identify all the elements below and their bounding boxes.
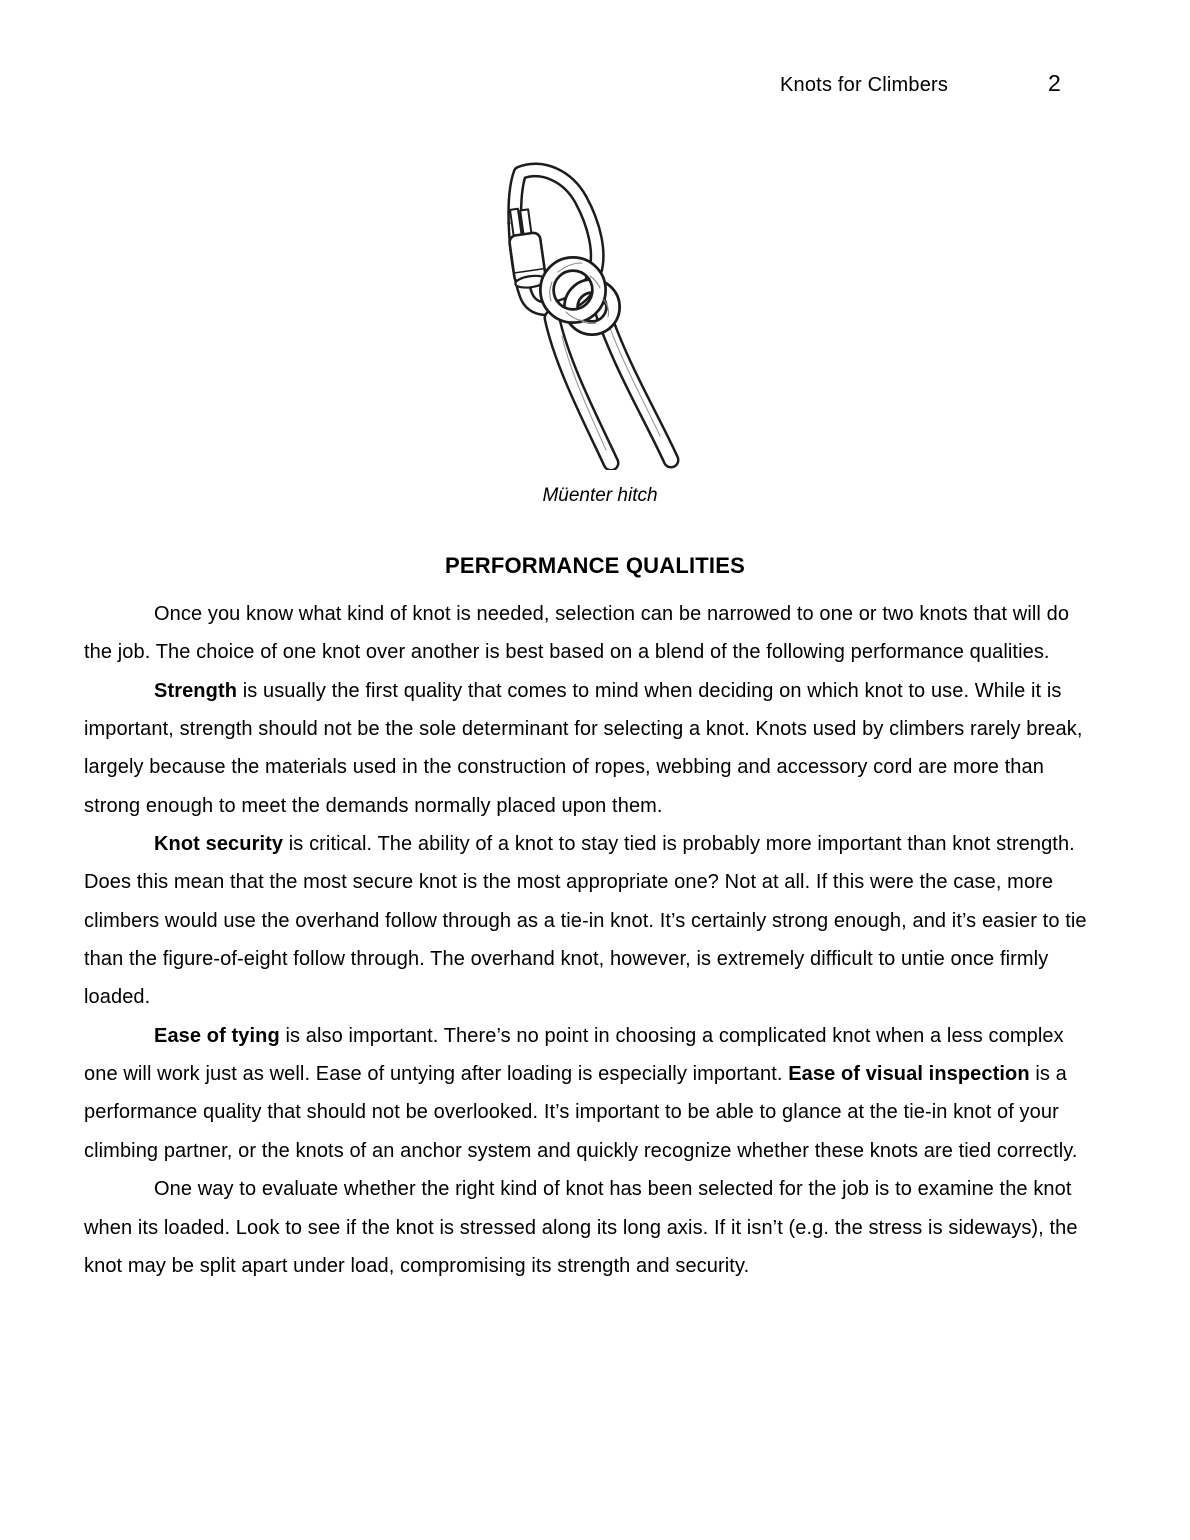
figure-caption: Müenter hitch — [542, 485, 658, 506]
paragraph: Ease of tying is also important. There’s no point in choosing a complicated knot when a less complex one will work just as well. Ease of untying after loading is especially important. Ease of visual inspection is a performance quality that should not be overlooked. It’s important to be able to glance at the tie-in knot of your climbing partner, or the knots of an anchor system and quickly recognize whether these knots are tied correctly. — [84, 1024, 1078, 1162]
rope-strands — [552, 310, 671, 463]
paragraph: One way to evaluate whether the right kind of knot has been selected for the job is to examine the knot when its loaded. Look to see if the knot is stressed along its long axis. If it isn’t (e.g. the stress is sideways), the knot may be split apart under load, compromising its strength and security. — [84, 1178, 1078, 1277]
paragraph: Knot security is critical. The ability of a knot to stay tied is probably more important than knot strength. Does this mean that the most secure knot is the most appropriate one? Not at all. If this were the case, more climbers would use the overhand follow through as a tie-in knot. It’s certainly strong enough, and it’s easier to tie than the figure-of-eight follow through. The overhand knot, however, is extremely difficult to untie once firmly loaded. — [84, 833, 1087, 1009]
running-header-title: Knots for Climbers — [780, 74, 949, 96]
paragraph: Strength is usually the first quality that comes to mind when deciding on which knot to use. While it is important, strength should not be the sole determinant for selecting a knot. Knots used by climbers rarely break, largely because the materials used in the construction of ropes, webbing and accessory cord are more than strong enough to meet the demands normally placed upon them. — [84, 679, 1083, 817]
page-number: 2 — [1048, 70, 1061, 96]
paragraph: Once you know what kind of knot is needed, selection can be narrowed to one or two knots that will do the job. The choice of one knot over another is best based on a blend of the following performance qualities. — [84, 603, 1070, 664]
section-heading: PERFORMANCE QUALITIES — [445, 553, 745, 578]
article-body — [84, 595, 1098, 1285]
munter-hitch-knot — [547, 263, 613, 328]
carabiner-lock-sleeve — [505, 206, 547, 289]
muenter-hitch-illustration-icon — [470, 160, 730, 470]
knot-figure — [470, 160, 730, 507]
